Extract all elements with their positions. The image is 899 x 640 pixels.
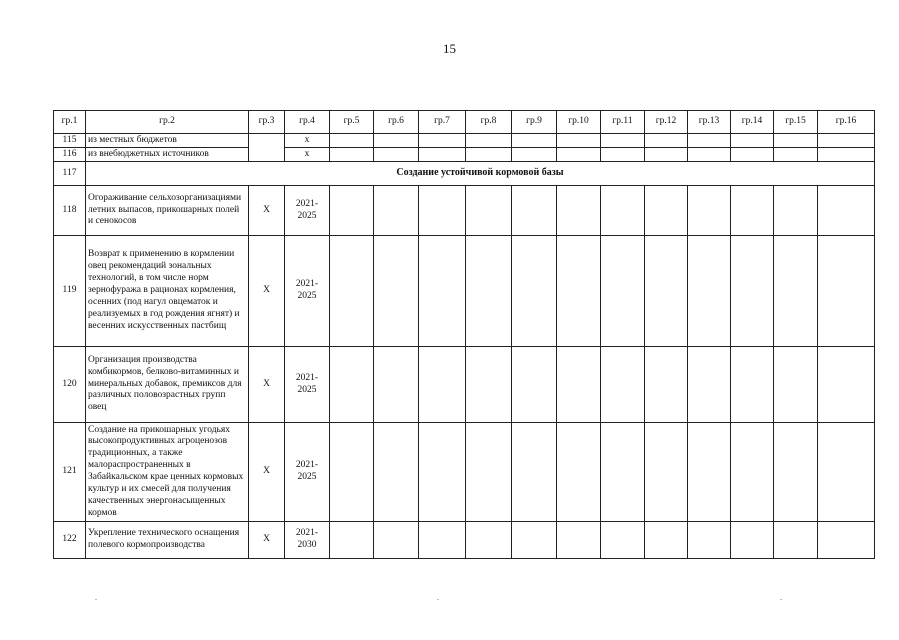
table-row xyxy=(54,236,875,347)
row-col3: Х xyxy=(249,423,285,522)
header-cell: гр.15 xyxy=(774,111,818,134)
row-name: Укрепление технического оснащения полевого кормопроизводства xyxy=(86,522,249,559)
row-name: Организация производства комбикормов, белково-витаминных и минеральных добавок, премиксов для различных половозрастных групп овец xyxy=(86,347,249,423)
row-col3: Х xyxy=(249,347,285,423)
row-period: 2021- 2025 xyxy=(285,186,330,236)
row-name: из местных бюджетов xyxy=(86,134,249,148)
header-cell: гр.10 xyxy=(557,111,601,134)
table-row xyxy=(54,148,875,162)
row-col4: х xyxy=(285,148,330,162)
table-row xyxy=(54,347,875,423)
header-cell: гр.3 xyxy=(249,111,285,134)
program-table xyxy=(53,110,875,559)
header-cell: гр.2 xyxy=(86,111,249,134)
header-cell: гр.1 xyxy=(54,111,86,134)
header-cell: гр.5 xyxy=(330,111,374,134)
row-number: 121 xyxy=(54,423,86,522)
header-row xyxy=(54,111,875,134)
row-number: 122 xyxy=(54,522,86,559)
row-number: 115 xyxy=(54,134,86,148)
section-title: Создание устойчивой кормовой базы xyxy=(86,162,875,186)
row-period: 2021- 2025 xyxy=(285,423,330,522)
header-cell: гр.16 xyxy=(818,111,875,134)
table-row xyxy=(54,186,875,236)
row-period: 2021- 2030 xyxy=(285,522,330,559)
table-row xyxy=(54,423,875,522)
header-cell: гр.4 xyxy=(285,111,330,134)
header-cell: гр.14 xyxy=(731,111,774,134)
header-cell: гр.6 xyxy=(374,111,419,134)
row-name: Возврат к применению в кормлении овец рекомендаций зональных технологий, в том числе норм зернофуража в рационах кормления, осенних (под нагул овцематок и реализуемых в год рождения ягнят) и весенних искусственных пастбищ xyxy=(86,236,249,347)
row-period: 2021- 2025 xyxy=(285,236,330,347)
row-number: 120 xyxy=(54,347,86,423)
page-number: 15 xyxy=(443,41,456,56)
row-name: Создание на прикошарных угодьях высокопродуктивных агроценозов традиционных, а также малораспространенных в Забайкальском крае ценных кормовых культур и их смесей для получения качественных энергонасыщенных кормов xyxy=(86,423,249,522)
section-number: 117 xyxy=(54,162,86,186)
empty-cell xyxy=(249,134,285,162)
row-name: из внебюджетных источников xyxy=(86,148,249,162)
row-col4: х xyxy=(285,134,330,148)
header-cell: гр.13 xyxy=(688,111,731,134)
row-col3: Х xyxy=(249,522,285,559)
row-col3: Х xyxy=(249,186,285,236)
section-row xyxy=(54,162,875,186)
header-cell: гр.7 xyxy=(419,111,466,134)
table-row xyxy=(54,134,875,148)
row-number: 118 xyxy=(54,186,86,236)
header-cell: гр.9 xyxy=(512,111,557,134)
row-number: 119 xyxy=(54,236,86,347)
header-cell: гр.12 xyxy=(645,111,688,134)
header-cell: гр.8 xyxy=(466,111,512,134)
row-number: 116 xyxy=(54,148,86,162)
row-name: Огораживание сельхозорганизациями летних выпасов, прикошарных полей и сенокосов xyxy=(86,186,249,236)
row-col3: Х xyxy=(249,236,285,347)
table-row xyxy=(54,522,875,559)
header-cell: гр.11 xyxy=(601,111,645,134)
row-period: 2021- 2025 xyxy=(285,347,330,423)
